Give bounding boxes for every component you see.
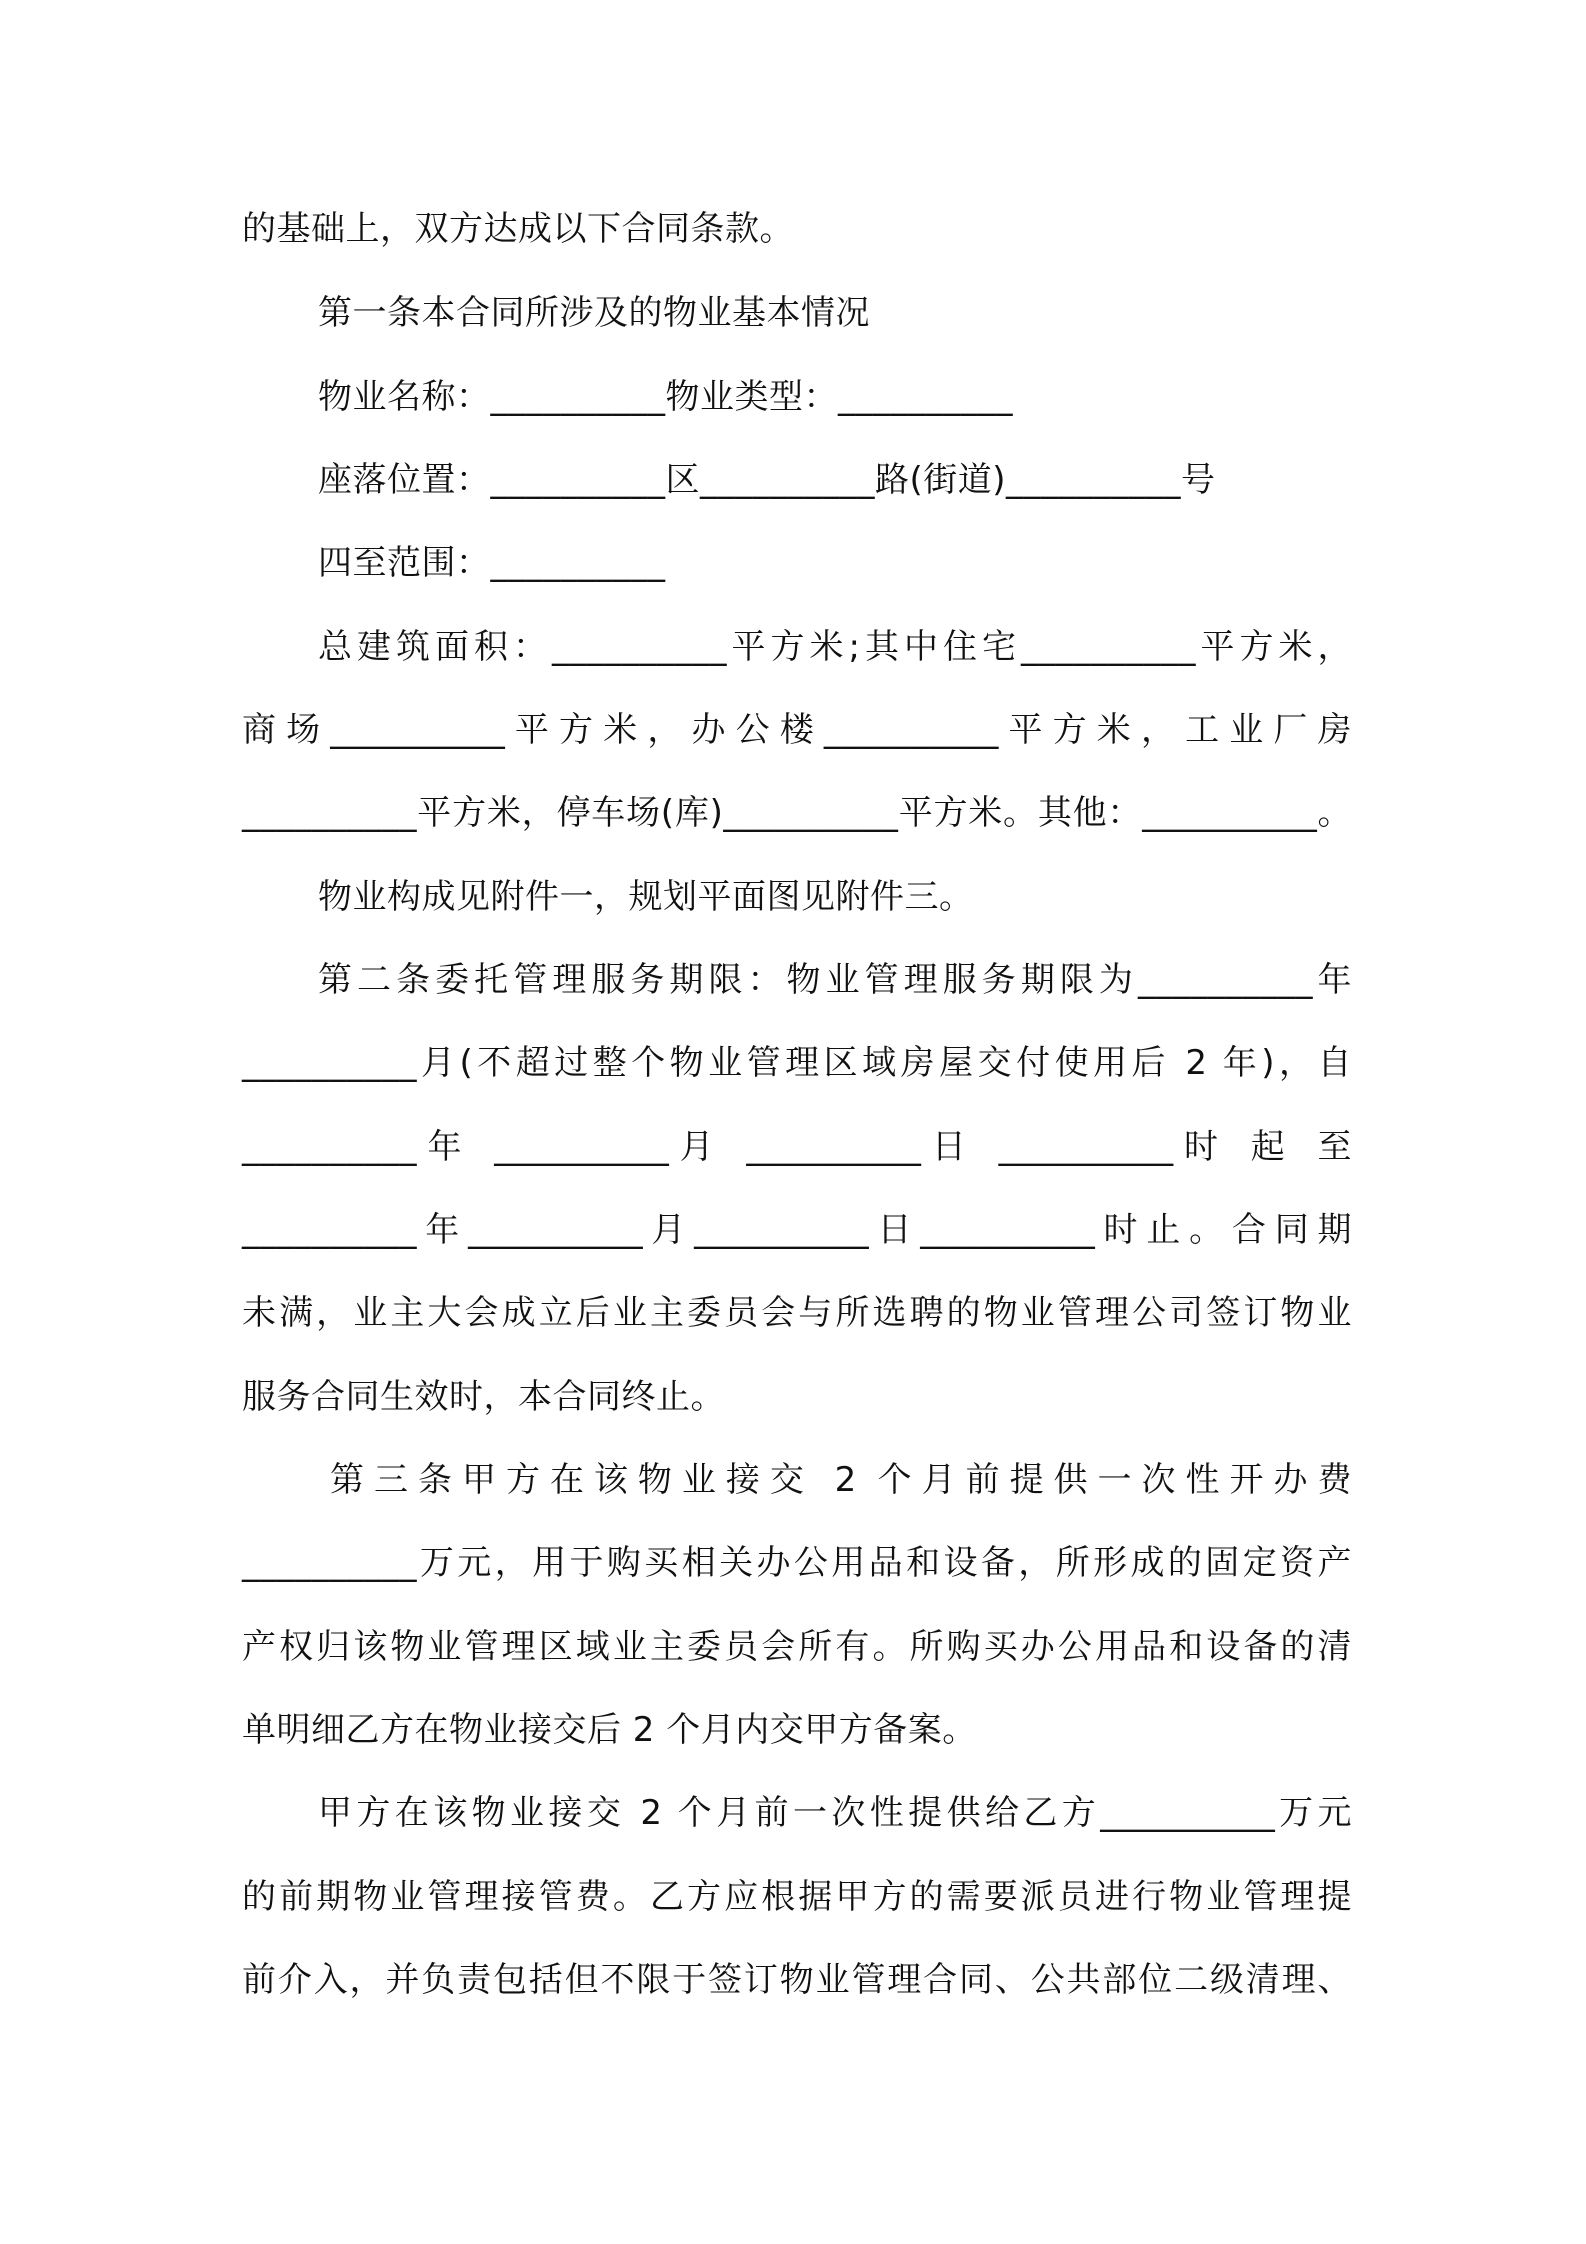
text-line: 未满，业主大会成立后业主委员会与所选聘的物业管理公司签订物业 [242, 1293, 1352, 1333]
text-line: 的基础上，双方达成以下合同条款。 [242, 209, 794, 249]
text-line: 物业名称：__________物业类型：__________ [318, 377, 1013, 417]
text-line: __________月(不超过整个物业管理区域房屋交付使用后 2 年)，自 [242, 1043, 1352, 1083]
text-line: 单明细乙方在物业接交后 2 个月内交甲方备案。 [242, 1710, 977, 1750]
text-line: 物业构成见附件一，规划平面图见附件三。 [318, 877, 974, 917]
text-line: 四至范围：__________ [318, 543, 666, 583]
text-line: 商场__________平方米，办公楼__________平方米，工业厂房 [242, 710, 1352, 750]
text-line: 前介入，并负责包括但不限于签订物业管理合同、公共部位二级清理、 [242, 1960, 1352, 2000]
text-line: 甲方在该物业接交 2 个月前一次性提供给乙方__________万元 [318, 1793, 1352, 1833]
text-line: __________年__________月__________日__________时止。合同期 [242, 1210, 1352, 1250]
text-line: 的前期物业管理接管费。乙方应根据甲方的需要派员进行物业管理提 [242, 1877, 1352, 1917]
text-line: 服务合同生效时，本合同终止。 [242, 1377, 725, 1417]
section-heading: 第三条甲方在该物业接交 2 个月前提供一次性开办费 [330, 1460, 1352, 1500]
section-heading: 第二条委托管理服务期限：物业管理服务期限为__________年 [318, 960, 1352, 1000]
text-line: __________平方米，停车场(库)__________平方米。其他：__________。 [242, 793, 1352, 833]
text-line: 总建筑面积：__________平方米;其中住宅__________平方米， [318, 627, 1352, 667]
text-line: 产权归该物业管理区域业主委员会所有。所购买办公用品和设备的清 [242, 1627, 1352, 1667]
section-heading: 第一条本合同所涉及的物业基本情况 [318, 293, 870, 333]
text-line: __________年 __________月 __________日 __________时 起 至 [242, 1127, 1352, 1167]
text-line: 座落位置：__________区__________路(街道)__________号 [318, 460, 1216, 500]
text-line: __________万元，用于购买相关办公用品和设备，所形成的固定资产 [242, 1543, 1352, 1583]
